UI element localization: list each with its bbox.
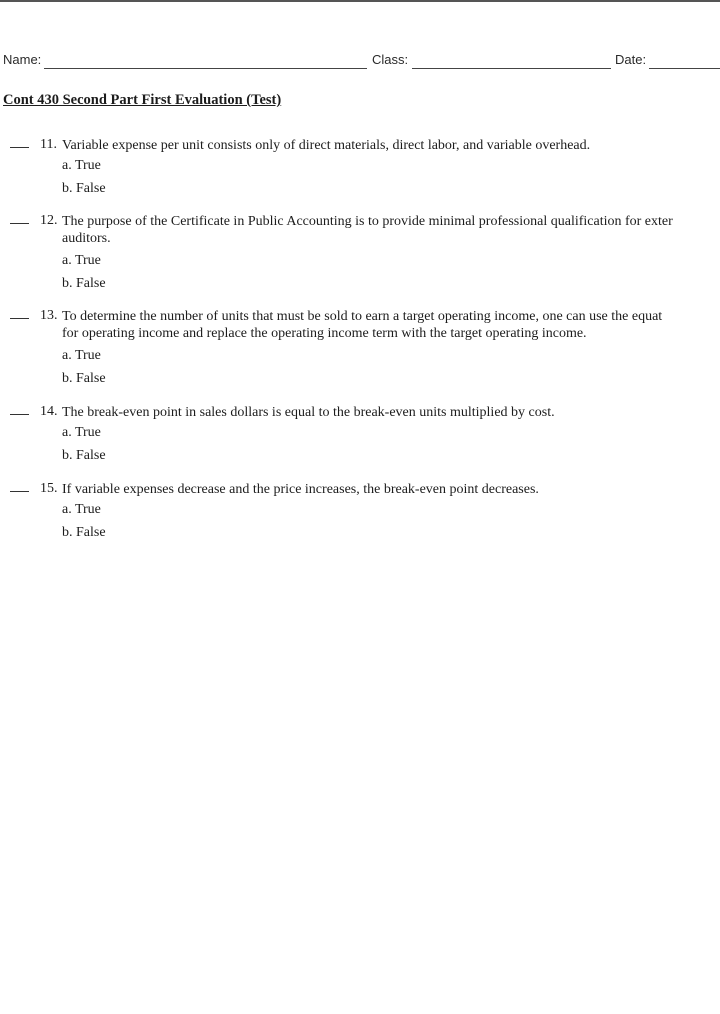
question-line: for operating income and replace the operating income term with the target operating income. — [62, 326, 587, 341]
option-true[interactable]: a. True — [62, 348, 101, 363]
option-false[interactable]: b. False — [62, 525, 106, 540]
answer-blank[interactable] — [10, 147, 29, 148]
question-number: 12. — [40, 213, 58, 228]
question-line: The break-even point in sales dollars is equal to the break-even units multiplied by cost. — [62, 405, 555, 420]
option-false[interactable]: b. False — [62, 448, 106, 463]
question-number: 13. — [40, 308, 58, 323]
option-true[interactable]: a. True — [62, 158, 101, 173]
option-false[interactable]: b. False — [62, 276, 106, 291]
date-label: Date: — [615, 52, 647, 67]
question-text — [62, 404, 720, 421]
answer-blank[interactable] — [10, 491, 29, 492]
question-line: auditors. — [62, 231, 111, 246]
question-text — [62, 137, 720, 154]
class-field[interactable] — [412, 67, 611, 69]
question-number: 14. — [40, 404, 58, 419]
date-field[interactable] — [649, 67, 720, 69]
option-false[interactable]: b. False — [62, 181, 106, 196]
name-field[interactable] — [44, 67, 367, 69]
answer-blank[interactable] — [10, 414, 29, 415]
test-title: Cont 430 Second Part First Evaluation (Test) — [3, 92, 282, 108]
option-true[interactable]: a. True — [62, 425, 101, 440]
question-line: To determine the number of units that must be sold to earn a target operating income, one can use the equat — [62, 309, 663, 324]
question-text — [62, 308, 720, 342]
question-number: 11. — [40, 137, 57, 152]
option-false[interactable]: b. False — [62, 371, 106, 386]
question-line: If variable expenses decrease and the price increases, the break-even point decreases. — [62, 482, 539, 497]
option-true[interactable]: a. True — [62, 253, 101, 268]
question-line: Variable expense per unit consists only of direct materials, direct labor, and variable overhead. — [62, 138, 591, 153]
student-info-header — [0, 52, 720, 70]
class-label: Class: — [372, 52, 409, 67]
option-true[interactable]: a. True — [62, 502, 101, 517]
question-text — [62, 213, 720, 247]
question-text — [62, 481, 720, 498]
answer-blank[interactable] — [10, 223, 29, 224]
name-label: Name: — [3, 52, 42, 67]
answer-blank[interactable] — [10, 318, 29, 319]
question-number: 15. — [40, 481, 58, 496]
question-line: The purpose of the Certificate in Public Accounting is to provide minimal professional qualification for exter — [62, 214, 673, 229]
top-border — [0, 0, 720, 2]
